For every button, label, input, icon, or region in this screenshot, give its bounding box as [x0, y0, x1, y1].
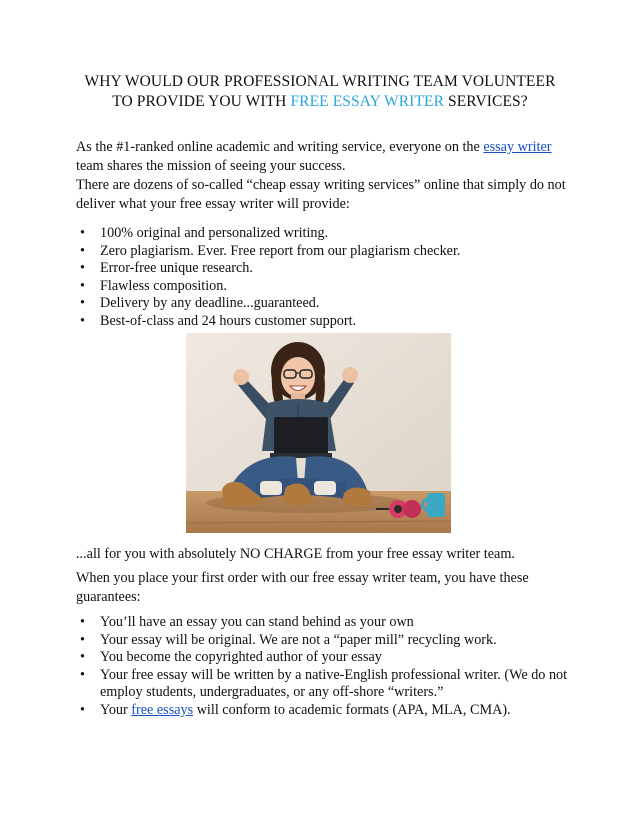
title-line-2-start: TO PROVIDE YOU WITH [112, 93, 291, 110]
intro-paragraph [76, 138, 576, 176]
title-line-2 [70, 92, 570, 112]
bullet-icon: • [80, 295, 85, 312]
title-line-1: WHY WOULD OUR PROFESSIONAL WRITING TEAM VOLUNTEER [84, 73, 556, 90]
title-accent: FREE ESSAY WRITER [290, 93, 445, 110]
feature-text: Best-of-class and 24 hours customer support. [100, 312, 357, 329]
feature-text: Delivery by any deadline...guaranteed. [100, 295, 320, 312]
title-line-2-end: SERVICES? [444, 93, 528, 110]
guarantee-text-end: will conform to academic formats (APA, MLA, CMA). [193, 701, 511, 718]
list-item [76, 278, 576, 296]
feature-text: Flawless composition. [100, 277, 227, 294]
no-charge-paragraph: ...all for you with absolutely NO CHARGE from your free essay writer team. [76, 546, 515, 562]
bullet-icon: • [80, 649, 85, 666]
list-item [76, 614, 576, 632]
essay-writer-link[interactable]: essay writer [483, 139, 552, 155]
bullet-icon: • [80, 225, 85, 241]
guarantee-text-start: Your [100, 701, 132, 718]
bullet-icon: • [80, 631, 85, 648]
intro-text-start: As the #1-ranked online academic and writing service, everyone on the [76, 139, 484, 155]
guarantees-intro: When you place your first order with our free essay writer team, you have these guarantees: [76, 570, 529, 605]
bullet-icon: • [80, 242, 85, 259]
bullet-icon: • [80, 666, 85, 683]
dozens-paragraph: There are dozens of so-called “cheap essay writing services” online that simply do not deliver what your free essay writer will provide: [76, 177, 566, 212]
free-essays-link[interactable]: free essays [131, 701, 194, 718]
list-item [76, 632, 576, 650]
list-item [76, 702, 576, 720]
bullet-icon: • [80, 614, 85, 630]
intro-text-end: team shares the mission of seeing your success. [76, 158, 346, 174]
list-item [76, 243, 576, 261]
bullet-icon: • [80, 260, 85, 277]
list-item [76, 295, 576, 313]
list-item [76, 313, 576, 331]
feature-text: Error-free unique research. [100, 260, 253, 277]
feature-text: 100% original and personalized writing. [100, 225, 329, 241]
bullet-icon: • [80, 312, 85, 329]
guarantee-text: Your free essay will be written by a native-English professional writer. (We do not employ students, undergraduates, or any off-shore “writers.” [100, 666, 568, 701]
features-list [76, 225, 576, 331]
guarantees-list [76, 614, 576, 720]
list-item [76, 649, 576, 667]
bullet-icon: • [80, 701, 85, 718]
guarantee-text: Your essay will be original. We are not a “paper mill” recycling work. [100, 631, 497, 648]
feature-text: Zero plagiarism. Ever. Free report from our plagiarism checker. [100, 242, 461, 259]
student-laptop-photo [186, 333, 451, 533]
bullet-icon: • [80, 277, 85, 294]
guarantee-text: You become the copyrighted author of your essay [100, 649, 382, 666]
list-item [76, 225, 576, 243]
list-item [76, 667, 576, 702]
list-item [76, 260, 576, 278]
guarantee-text: You’ll have an essay you can stand behind as your own [100, 614, 414, 630]
page-title [70, 72, 570, 112]
